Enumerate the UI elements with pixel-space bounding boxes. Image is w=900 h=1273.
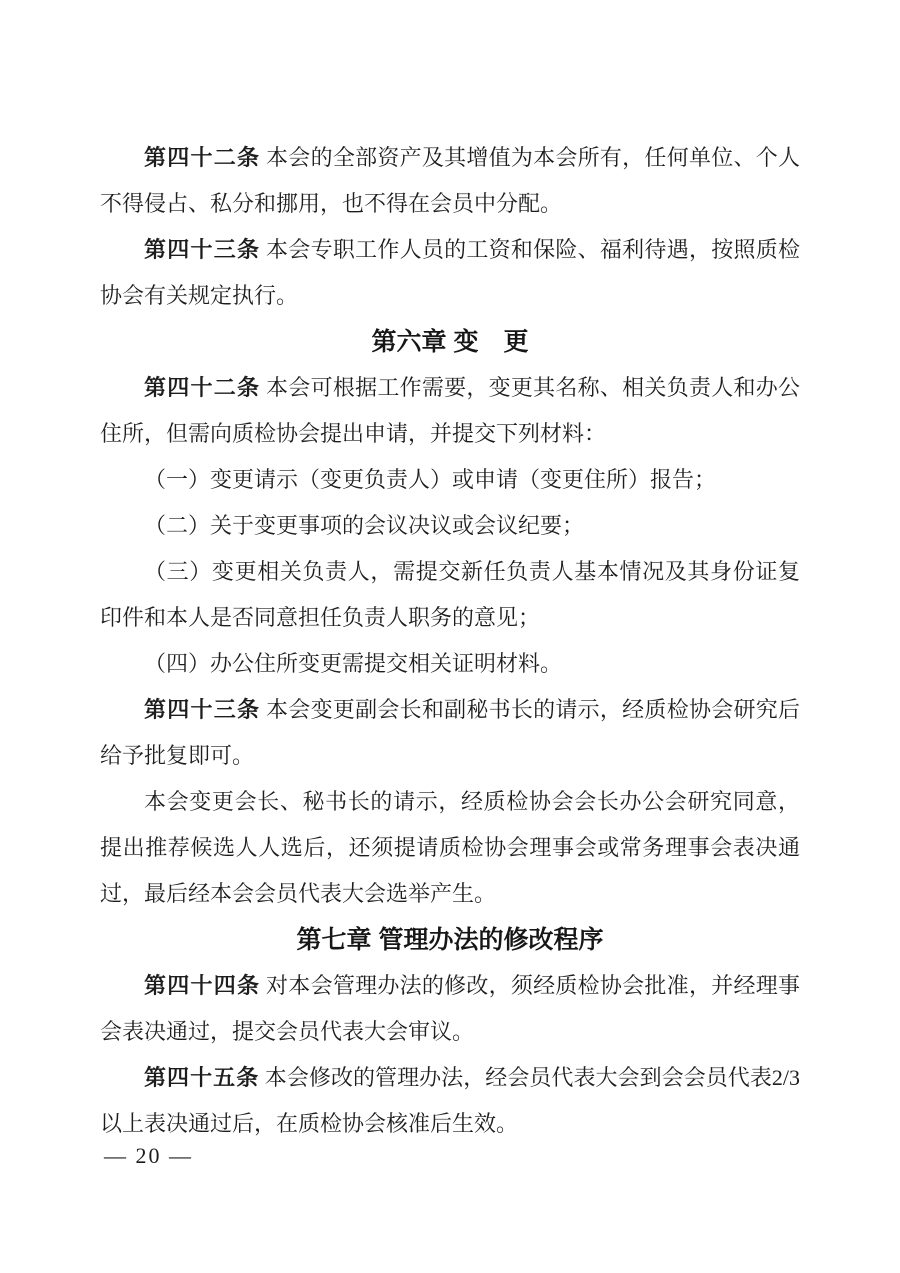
document-content bbox=[100, 135, 800, 1147]
paragraph: 第四十二条 本会的全部资产及其增值为本会所有，任何单位、个人不得侵占、私分和挪用，也不得在会员中分配。 bbox=[100, 145, 800, 216]
paragraph: （二）关于变更事项的会议决议或会议纪要； bbox=[144, 513, 585, 538]
paragraph: （三）变更相关负责人，需提交新任负责人基本情况及其身份证复印件和本人是否同意担任负责人职务的意见； bbox=[100, 559, 800, 630]
page-number: — 20 — bbox=[104, 1143, 193, 1168]
paragraph: 第四十二条 本会可根据工作需要，变更其名称、相关负责人和办公住所，但需向质检协会提出申请，并提交下列材料： bbox=[100, 375, 800, 446]
article-number: 第四十五条 bbox=[144, 1065, 260, 1090]
paragraph: 第四十四条 对本会管理办法的修改，须经质检协会批准，并经理事会表决通过，提交会员代表大会审议。 bbox=[100, 973, 800, 1044]
chapter-heading: 第七章 管理办法的修改程序 bbox=[296, 926, 604, 954]
paragraph: （四）办公住所变更需提交相关证明材料。 bbox=[144, 651, 563, 676]
paragraph: 第四十五条 本会修改的管理办法，经会员代表大会到会会员代表2/3以上表决通过后，在质检协会核准后生效。 bbox=[100, 1065, 800, 1136]
article-number: 第四十二条 bbox=[144, 375, 261, 400]
paragraph: 第四十三条 本会变更副会长和副秘书长的请示，经质检协会研究后给予批复即可。 bbox=[100, 697, 800, 768]
paragraph: （一）变更请示（变更负责人）或申请（变更住所）报告； bbox=[144, 467, 717, 492]
chapter-heading: 第六章 变 更 bbox=[371, 328, 529, 356]
article-number: 第四十三条 bbox=[144, 697, 261, 722]
paragraph: 第四十三条 本会专职工作人员的工资和保险、福利待遇，按照质检协会有关规定执行。 bbox=[100, 237, 800, 308]
article-number: 第四十四条 bbox=[144, 973, 261, 998]
article-number: 第四十三条 bbox=[144, 237, 261, 262]
article-number: 第四十二条 bbox=[144, 145, 261, 170]
paragraph: 本会变更会长、秘书长的请示，经质检协会会长办公会研究同意，提出推荐候选人人选后，还须提请质检协会理事会或常务理事会表决通过，最后经本会会员代表大会选举产生。 bbox=[100, 789, 800, 906]
